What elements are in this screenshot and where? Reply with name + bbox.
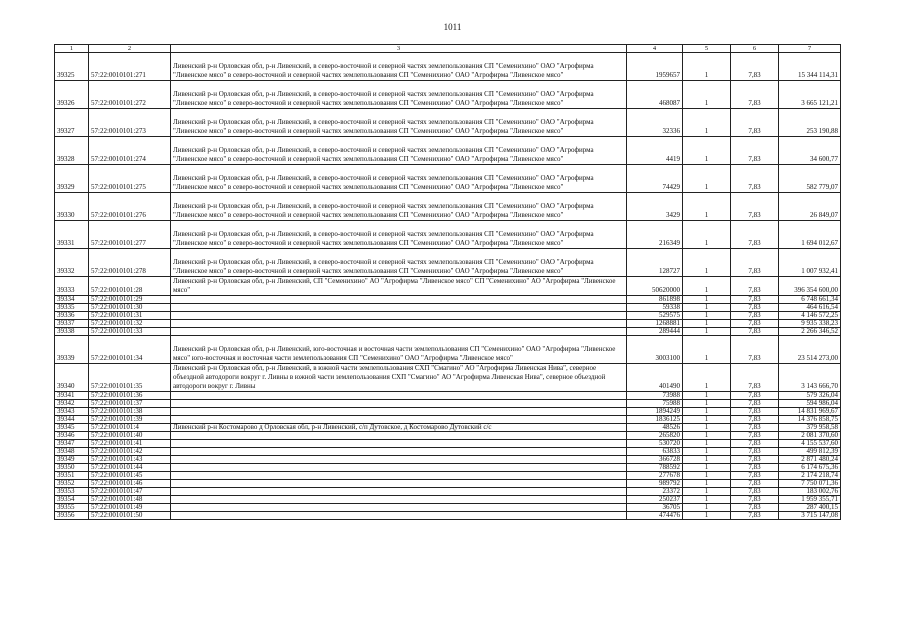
category-value: 1: [683, 392, 731, 400]
row-number: 39353: [55, 488, 89, 496]
table-row: [55, 448, 841, 456]
row-number: 39330: [55, 193, 89, 221]
row-number: 39333: [55, 277, 89, 296]
area-value: 265820: [627, 432, 683, 440]
category-value: 1: [683, 496, 731, 504]
category-value: 1: [683, 504, 731, 512]
row-number: 39339: [55, 336, 89, 364]
area-value: 4419: [627, 137, 683, 165]
cadastral-number: 57:22:0010101:36: [89, 392, 171, 400]
cadastral-value: 23 514 273,00: [779, 336, 841, 364]
cadastral-value: 7 750 071,36: [779, 480, 841, 488]
table-row: [55, 296, 841, 304]
area-value: 1894249: [627, 408, 683, 416]
area-value: 75988: [627, 400, 683, 408]
category-value: 1: [683, 109, 731, 137]
col-header-3: 3: [171, 45, 627, 53]
location-description: [171, 488, 627, 496]
row-number: 39352: [55, 480, 89, 488]
cadastral-number: 57:22:0010101:39: [89, 416, 171, 424]
table-row: [55, 249, 841, 277]
area-value: 216349: [627, 221, 683, 249]
cadastral-number: 57:22:0010101:4: [89, 424, 171, 432]
cadastral-value: 14 376 858,75: [779, 416, 841, 424]
category-value: 1: [683, 81, 731, 109]
category-value: 1: [683, 336, 731, 364]
cadastral-number: 57:22:0010101:271: [89, 53, 171, 81]
rate-value: 7,83: [731, 193, 779, 221]
location-description: Ливенский р-н Костомарово д Орловская обл, р-н Ливенский, с/п Дутовское, д Костомарово Дутовский с/с: [171, 424, 627, 432]
category-value: 1: [683, 400, 731, 408]
cadastral-value: 379 958,58: [779, 424, 841, 432]
rate-value: 7,83: [731, 424, 779, 432]
rate-value: 7,83: [731, 165, 779, 193]
location-description: [171, 312, 627, 320]
col-header-4: 4: [627, 45, 683, 53]
row-number: 39350: [55, 464, 89, 472]
cadastral-number: 57:22:0010101:35: [89, 364, 171, 392]
location-description: [171, 304, 627, 312]
area-value: 59338: [627, 304, 683, 312]
category-value: 1: [683, 249, 731, 277]
table-row: [55, 165, 841, 193]
area-value: 48526: [627, 424, 683, 432]
cadastral-value: 2 266 346,52: [779, 328, 841, 336]
area-value: 1959657: [627, 53, 683, 81]
cadastral-value: 253 190,88: [779, 109, 841, 137]
table-row: [55, 464, 841, 472]
category-value: 1: [683, 53, 731, 81]
row-number: 39337: [55, 320, 89, 328]
table-row: [55, 416, 841, 424]
area-value: 250237: [627, 496, 683, 504]
row-number: 39349: [55, 456, 89, 464]
cadastral-number: 57:22:0010101:47: [89, 488, 171, 496]
rate-value: 7,83: [731, 440, 779, 448]
table-row: [55, 328, 841, 336]
category-value: 1: [683, 193, 731, 221]
area-value: 277678: [627, 472, 683, 480]
rate-value: 7,83: [731, 496, 779, 504]
cadastral-value: 34 600,77: [779, 137, 841, 165]
location-description: [171, 448, 627, 456]
location-description: [171, 408, 627, 416]
category-value: 1: [683, 165, 731, 193]
location-description: [171, 296, 627, 304]
row-number: 39332: [55, 249, 89, 277]
rate-value: 7,83: [731, 221, 779, 249]
area-value: 289444: [627, 328, 683, 336]
location-description: Ливенский р-н Орловская обл, р-н Ливенский, в северо-восточной и северной частях землепользования СП "Семенихино" ОАО "Агрофирма "Ливенское мясо" в северо-восточной и северной частях землепользования СП "Семенихино" ОАО "Агрофирма "Ливенское мясо": [171, 249, 627, 277]
location-description: [171, 512, 627, 520]
area-value: 128727: [627, 249, 683, 277]
table-row: [55, 364, 841, 392]
cadastral-number: 57:22:0010101:276: [89, 193, 171, 221]
location-description: Ливенский р-н Орловская обл, р-н Ливенский, в северо-восточной и северной частях землепользования СП "Семенихино" ОАО "Агрофирма "Ливенское мясо" в северо-восточной и северной частях землепользования СП "Семенихино" ОАО "Агрофирма "Ливенское мясо": [171, 165, 627, 193]
table-row: [55, 440, 841, 448]
cadastral-number: 57:22:0010101:278: [89, 249, 171, 277]
cadastral-value: 6 748 661,34: [779, 296, 841, 304]
table-row: [55, 512, 841, 520]
category-value: 1: [683, 472, 731, 480]
table-row: [55, 496, 841, 504]
area-value: 50620000: [627, 277, 683, 296]
table-row: [55, 408, 841, 416]
location-description: [171, 472, 627, 480]
table-row: [55, 456, 841, 464]
cadastral-value: 6 174 675,36: [779, 464, 841, 472]
rate-value: 7,83: [731, 249, 779, 277]
cadastral-number: 57:22:0010101:277: [89, 221, 171, 249]
location-description: [171, 328, 627, 336]
row-number: 39346: [55, 432, 89, 440]
table-row: [55, 392, 841, 400]
area-value: 468087: [627, 81, 683, 109]
area-value: 23372: [627, 488, 683, 496]
area-value: 474476: [627, 512, 683, 520]
row-number: 39335: [55, 304, 89, 312]
cadastral-number: 57:22:0010101:32: [89, 320, 171, 328]
category-value: 1: [683, 488, 731, 496]
cadastral-value: 499 812,39: [779, 448, 841, 456]
rate-value: 7,83: [731, 416, 779, 424]
category-value: 1: [683, 137, 731, 165]
table-body: [55, 53, 841, 520]
location-description: [171, 496, 627, 504]
row-number: 39347: [55, 440, 89, 448]
location-description: Ливенский р-н Орловская обл, р-н Ливенский, в северо-восточной и северной частях землепользования СП "Семенихино" ОАО "Агрофирма "Ливенское мясо" в северо-восточной и северной частях землепользования СП "Семенихино" ОАО "Агрофирма "Ливенское мясо": [171, 109, 627, 137]
location-description: Ливенский р-н Орловская обл, р-н Ливенский, в северо-восточной и северной частях землепользования СП "Семенихино" ОАО "Агрофирма "Ливенское мясо" в северо-восточной и северной частях землепользования СП "Семенихино" ОАО "Агрофирма "Ливенское мясо": [171, 137, 627, 165]
cadastral-value: 594 986,04: [779, 400, 841, 408]
area-value: 989792: [627, 480, 683, 488]
rate-value: 7,83: [731, 109, 779, 137]
cadastral-number: 57:22:0010101:273: [89, 109, 171, 137]
cadastral-number: 57:22:0010101:41: [89, 440, 171, 448]
rate-value: 7,83: [731, 472, 779, 480]
cadastral-number: 57:22:0010101:33: [89, 328, 171, 336]
row-number: 39342: [55, 400, 89, 408]
row-number: 39341: [55, 392, 89, 400]
column-number-row: [55, 45, 841, 53]
row-number: 39354: [55, 496, 89, 504]
cadastral-number: 57:22:0010101:42: [89, 448, 171, 456]
rate-value: 7,83: [731, 464, 779, 472]
cadastral-value: 183 002,76: [779, 488, 841, 496]
location-description: Ливенский р-н Орловская обл, р-н Ливенский, юго-восточная и восточная части землепользования СП "Семенихино" ОАО "Агрофирма "Ливенское мясо" юго-восточная и восточная части землепользования СП "Семенихино" ОАО "Агрофирма "Ливенское мясо": [171, 336, 627, 364]
cadastral-value: 2 174 218,74: [779, 472, 841, 480]
cadastral-number: 57:22:0010101:49: [89, 504, 171, 512]
table-row: [55, 432, 841, 440]
row-number: 39340: [55, 364, 89, 392]
area-value: 1268881: [627, 320, 683, 328]
category-value: 1: [683, 408, 731, 416]
category-value: 1: [683, 312, 731, 320]
table-row: [55, 137, 841, 165]
table-row: [55, 488, 841, 496]
category-value: 1: [683, 512, 731, 520]
category-value: 1: [683, 432, 731, 440]
cadastral-value: 1 959 355,71: [779, 496, 841, 504]
location-description: [171, 480, 627, 488]
cadastral-value: 14 831 969,67: [779, 408, 841, 416]
category-value: 1: [683, 456, 731, 464]
cadastral-value: 582 779,07: [779, 165, 841, 193]
category-value: 1: [683, 221, 731, 249]
rate-value: 7,83: [731, 320, 779, 328]
row-number: 39338: [55, 328, 89, 336]
cadastral-number: 57:22:0010101:30: [89, 304, 171, 312]
cadastral-number: 57:22:0010101:40: [89, 432, 171, 440]
area-value: 529575: [627, 312, 683, 320]
cadastral-value: 2 081 370,60: [779, 432, 841, 440]
rate-value: 7,83: [731, 504, 779, 512]
col-header-2: 2: [89, 45, 171, 53]
table-row: [55, 81, 841, 109]
table-row: [55, 424, 841, 432]
category-value: 1: [683, 424, 731, 432]
rate-value: 7,83: [731, 336, 779, 364]
area-value: 366728: [627, 456, 683, 464]
location-description: [171, 320, 627, 328]
rate-value: 7,83: [731, 400, 779, 408]
location-description: [171, 432, 627, 440]
rate-value: 7,83: [731, 392, 779, 400]
table-row: [55, 336, 841, 364]
category-value: 1: [683, 304, 731, 312]
rate-value: 7,83: [731, 81, 779, 109]
cadastral-value: 3 665 121,21: [779, 81, 841, 109]
area-value: 3003100: [627, 336, 683, 364]
area-value: 36705: [627, 504, 683, 512]
location-description: Ливенский р-н Орловская обл, р-н Ливенский, в северо-восточной и северной частях землепользования СП "Семенихино" ОАО "Агрофирма "Ливенское мясо" в северо-восточной и северной частях землепользования СП "Семенихино" ОАО "Агрофирма "Ливенское мясо": [171, 53, 627, 81]
location-description: [171, 464, 627, 472]
row-number: 39355: [55, 504, 89, 512]
area-value: 73988: [627, 392, 683, 400]
cadastral-number: 57:22:0010101:46: [89, 480, 171, 488]
location-description: [171, 400, 627, 408]
category-value: 1: [683, 416, 731, 424]
category-value: 1: [683, 480, 731, 488]
row-number: 39327: [55, 109, 89, 137]
cadastral-number: 57:22:0010101:44: [89, 464, 171, 472]
row-number: 39348: [55, 448, 89, 456]
row-number: 39345: [55, 424, 89, 432]
table-row: [55, 472, 841, 480]
cadastral-number: 57:22:0010101:38: [89, 408, 171, 416]
cadastral-number: 57:22:0010101:45: [89, 472, 171, 480]
cadastral-number: 57:22:0010101:275: [89, 165, 171, 193]
row-number: 39334: [55, 296, 89, 304]
rate-value: 7,83: [731, 277, 779, 296]
row-number: 39343: [55, 408, 89, 416]
rate-value: 7,83: [731, 408, 779, 416]
location-description: [171, 456, 627, 464]
area-value: 530720: [627, 440, 683, 448]
cadastral-number: 57:22:0010101:29: [89, 296, 171, 304]
location-description: [171, 392, 627, 400]
area-value: 861898: [627, 296, 683, 304]
location-description: Ливенский р-н Орловская обл, р-н Ливенский, СП "Семенихино" АО "Агрофирма "Ливенское мясо" СП "Семенихино" АО "Агрофирма "Ливенское мясо": [171, 277, 627, 296]
table-row: [55, 53, 841, 81]
cadastral-value: 4 155 537,60: [779, 440, 841, 448]
cadastral-value: 3 143 666,70: [779, 364, 841, 392]
category-value: 1: [683, 440, 731, 448]
row-number: 39344: [55, 416, 89, 424]
cadastral-value: 396 354 600,00: [779, 277, 841, 296]
category-value: 1: [683, 364, 731, 392]
cadastral-value: 4 146 572,25: [779, 312, 841, 320]
rate-value: 7,83: [731, 312, 779, 320]
category-value: 1: [683, 296, 731, 304]
category-value: 1: [683, 277, 731, 296]
row-number: 39325: [55, 53, 89, 81]
table-row: [55, 193, 841, 221]
area-value: 32336: [627, 109, 683, 137]
row-number: 39331: [55, 221, 89, 249]
cadastral-value: 9 935 338,23: [779, 320, 841, 328]
table-row: [55, 109, 841, 137]
rate-value: 7,83: [731, 488, 779, 496]
rate-value: 7,83: [731, 364, 779, 392]
cadastral-value: 287 400,15: [779, 504, 841, 512]
cadastral-number: 57:22:0010101:34: [89, 336, 171, 364]
cadastral-value: 464 616,54: [779, 304, 841, 312]
location-description: Ливенский р-н Орловская обл, р-н Ливенский, в южной части землепользования СХП "Смагино" АО "Агрофирма Ливенская Нива", северное объездной автодороги вокруг г. Ливны в южной части землепользования СХП "Смагино" АО "Агрофирма Ливенская Нива", северное объездной автодороги вокруг г. Ливны: [171, 364, 627, 392]
area-value: 401490: [627, 364, 683, 392]
rate-value: 7,83: [731, 53, 779, 81]
cadastral-number: 57:22:0010101:50: [89, 512, 171, 520]
table-row: [55, 304, 841, 312]
location-description: [171, 440, 627, 448]
cadastral-number: 57:22:0010101:272: [89, 81, 171, 109]
col-header-1: 1: [55, 45, 89, 53]
table-row: [55, 400, 841, 408]
rate-value: 7,83: [731, 448, 779, 456]
cadastral-number: 57:22:0010101:48: [89, 496, 171, 504]
area-value: 1836125: [627, 416, 683, 424]
row-number: 39336: [55, 312, 89, 320]
cadastral-value: 1 694 012,67: [779, 221, 841, 249]
location-description: Ливенский р-н Орловская обл, р-н Ливенский, в северо-восточной и северной частях землепользования СП "Семенихино" ОАО "Агрофирма "Ливенское мясо" в северо-восточной и северной частях землепользования СП "Семенихино" ОАО "Агрофирма "Ливенское мясо": [171, 81, 627, 109]
rate-value: 7,83: [731, 480, 779, 488]
cadastral-value: 3 715 147,08: [779, 512, 841, 520]
cadastral-number: 57:22:0010101:43: [89, 456, 171, 464]
cadastral-value: 1 007 932,41: [779, 249, 841, 277]
cadastral-number: 57:22:0010101:31: [89, 312, 171, 320]
cadastral-number: 57:22:0010101:28: [89, 277, 171, 296]
cadastral-value: 15 344 114,31: [779, 53, 841, 81]
row-number: 39356: [55, 512, 89, 520]
col-header-7: 7: [779, 45, 841, 53]
table-row: [55, 221, 841, 249]
category-value: 1: [683, 328, 731, 336]
cadastral-value: 26 849,07: [779, 193, 841, 221]
page-number: 1011: [443, 22, 462, 32]
location-description: [171, 416, 627, 424]
area-value: 74429: [627, 165, 683, 193]
cadastral-value: 2 871 480,24: [779, 456, 841, 464]
area-value: 3429: [627, 193, 683, 221]
table-row: [55, 312, 841, 320]
table-row: [55, 504, 841, 512]
table-row: [55, 277, 841, 296]
cadastral-number: 57:22:0010101:37: [89, 400, 171, 408]
col-header-6: 6: [731, 45, 779, 53]
rate-value: 7,83: [731, 304, 779, 312]
rate-value: 7,83: [731, 137, 779, 165]
category-value: 1: [683, 320, 731, 328]
area-value: 63833: [627, 448, 683, 456]
rate-value: 7,83: [731, 512, 779, 520]
cadastral-number: 57:22:0010101:274: [89, 137, 171, 165]
location-description: Ливенский р-н Орловская обл, р-н Ливенский, в северо-восточной и северной частях землепользования СП "Семенихино" ОАО "Агрофирма "Ливенское мясо" в северо-восточной и северной частях землепользования СП "Семенихино" ОАО "Агрофирма "Ливенское мясо": [171, 193, 627, 221]
cadastral-value: 579 326,04: [779, 392, 841, 400]
location-description: Ливенский р-н Орловская обл, р-н Ливенский, в северо-восточной и северной частях землепользования СП "Семенихино" ОАО "Агрофирма "Ливенское мясо" в северо-восточной и северной частях землепользования СП "Семенихино" ОАО "Агрофирма "Ливенское мясо": [171, 221, 627, 249]
area-value: 788592: [627, 464, 683, 472]
cadastral-value-table: [54, 44, 841, 520]
location-description: [171, 504, 627, 512]
row-number: 39351: [55, 472, 89, 480]
rate-value: 7,83: [731, 296, 779, 304]
row-number: 39326: [55, 81, 89, 109]
category-value: 1: [683, 448, 731, 456]
table-row: [55, 320, 841, 328]
category-value: 1: [683, 464, 731, 472]
rate-value: 7,83: [731, 432, 779, 440]
row-number: 39329: [55, 165, 89, 193]
row-number: 39328: [55, 137, 89, 165]
table-row: [55, 480, 841, 488]
rate-value: 7,83: [731, 456, 779, 464]
col-header-5: 5: [683, 45, 731, 53]
rate-value: 7,83: [731, 328, 779, 336]
